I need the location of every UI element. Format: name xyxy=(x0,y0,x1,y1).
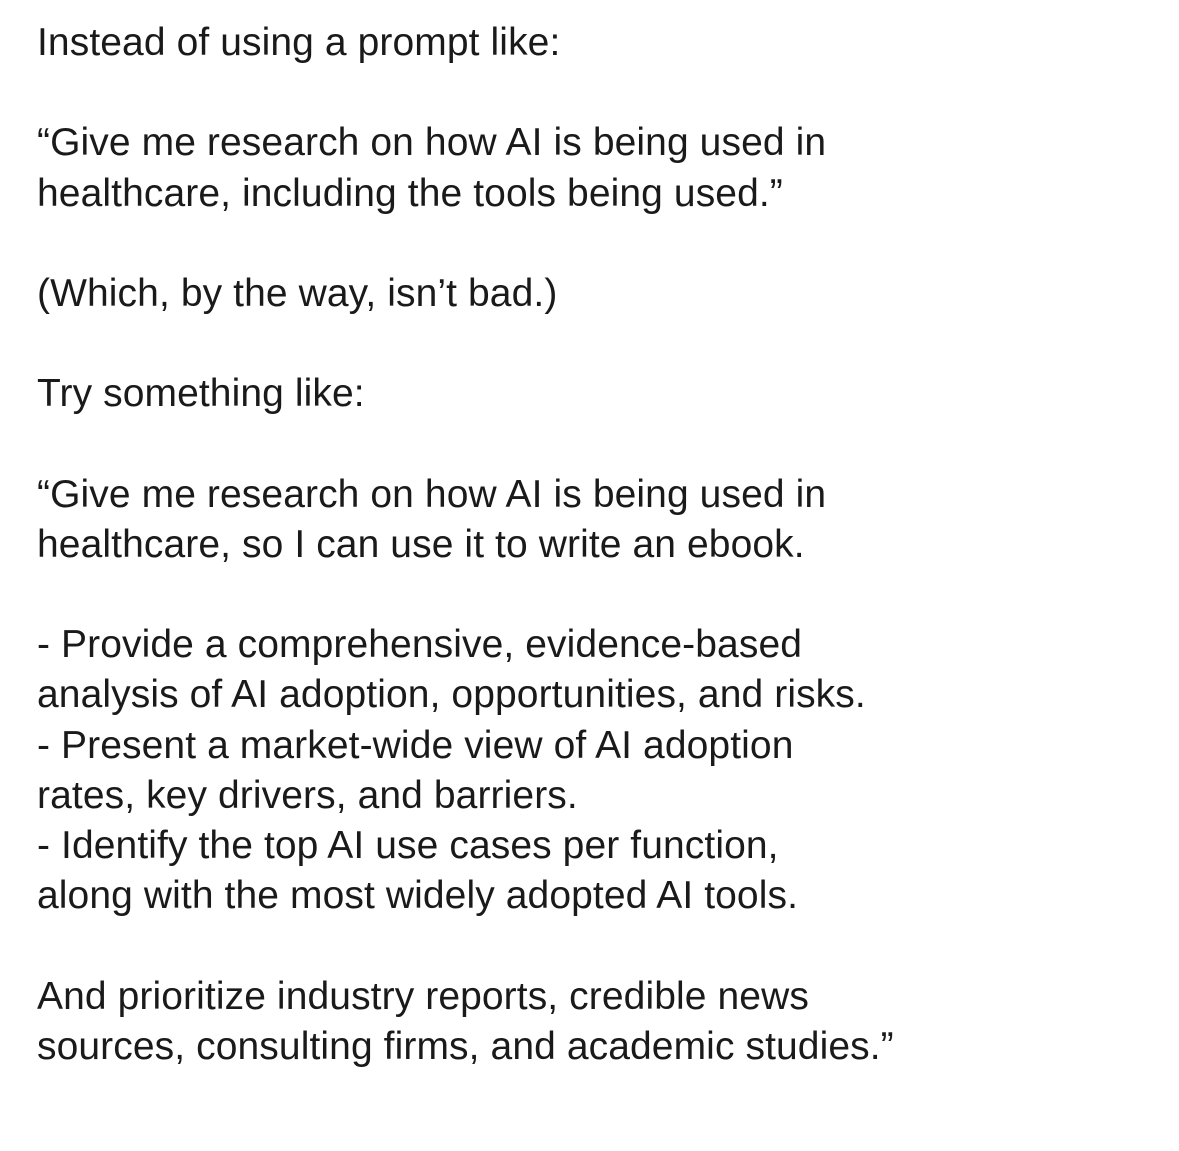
prompt-b-bullet-line: rates, key drivers, and barriers. xyxy=(37,773,578,817)
paragraph-gap xyxy=(37,420,1157,470)
prompt-a-line: healthcare, including the tools being used.” xyxy=(37,171,783,215)
prompt-b-opening-line: healthcare, so I can use it to write an ebook. xyxy=(37,522,805,566)
paragraph-gap xyxy=(37,68,1157,118)
prompt-b-closing-line: sources, consulting firms, and academic studies.” xyxy=(37,1024,894,1068)
prompt-b-bullet-line: - Provide a comprehensive, evidence-based xyxy=(37,623,803,667)
intro-line: Instead of using a prompt like: xyxy=(37,21,561,64)
prompt-b-bullet-line: along with the most widely adopted AI tools. xyxy=(37,874,799,918)
paragraph-gap xyxy=(37,570,1157,620)
prompt-b-closing-line: And prioritize industry reports, credible news xyxy=(37,974,809,1018)
prompt-b-bullet-line: - Present a market-wide view of AI adoption xyxy=(37,723,794,767)
paragraph-gap xyxy=(37,219,1157,269)
paragraph-gap xyxy=(37,921,1157,971)
note-text xyxy=(37,18,1157,1072)
prompt-b-bullet-line: analysis of AI adoption, opportunities, and risks. xyxy=(37,673,866,717)
prompt-a-line: “Give me research on how AI is being used in xyxy=(37,121,827,165)
prompt-b-opening-line: “Give me research on how AI is being used in xyxy=(37,472,827,516)
prompt-b-bullet-line: - Identify the top AI use cases per function, xyxy=(37,824,779,867)
paragraph-gap xyxy=(37,319,1157,369)
aside-line: (Which, by the way, isn’t bad.) xyxy=(37,271,558,315)
try-line: Try something like: xyxy=(37,372,365,416)
